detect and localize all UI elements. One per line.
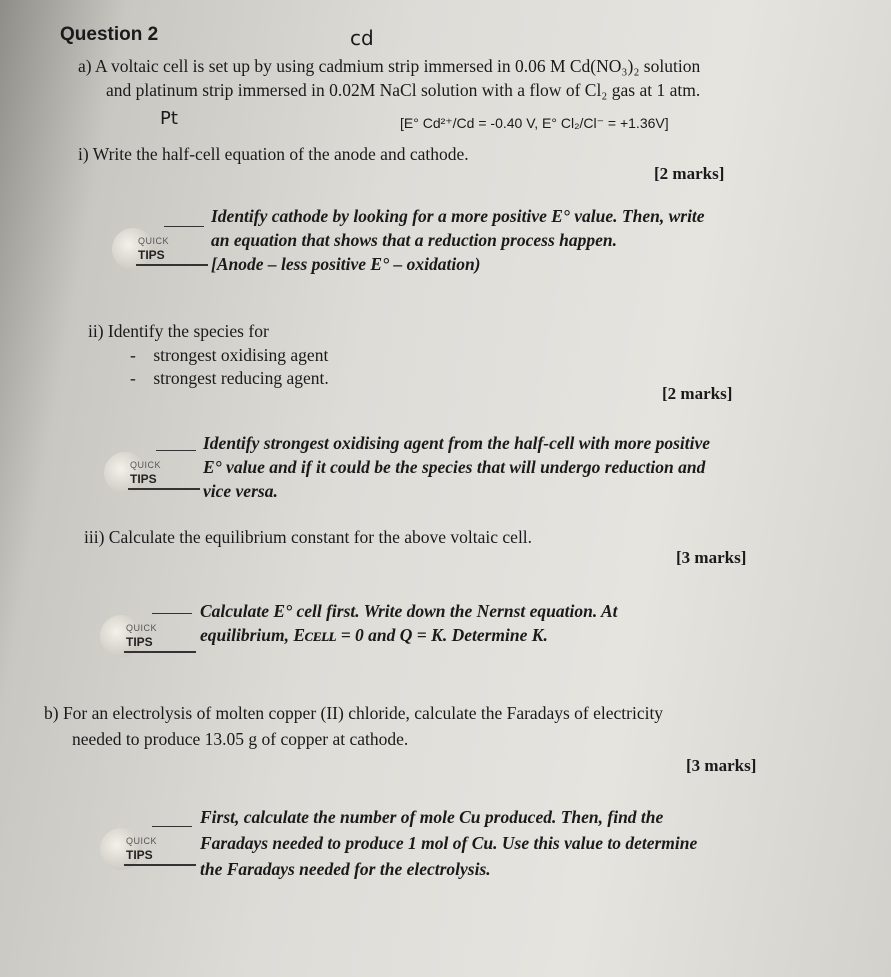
part-b-line1: b) For an electrolysis of molten copper (II) chloride, calculate the Faradays of electricity — [44, 703, 664, 723]
part-b-line2: needed to produce 13.05 g of copper at cathode. — [72, 729, 409, 749]
tip2-line3: vice versa. — [203, 481, 278, 501]
question-iii-text: iii) Calculate the equilibrium constant for the above voltaic cell. — [84, 527, 533, 547]
question-i-marks: [2 marks] — [654, 164, 725, 183]
quick-tips-badge-3: QUICK TIPS — [100, 613, 196, 667]
question-ii-item1: - strongest oxidising agent — [130, 345, 329, 365]
part-b-marks: [3 marks] — [686, 756, 757, 775]
tip3-line2: equilibrium, Eᴄᴇʟʟ = 0 and Q = K. Determine K. — [200, 625, 548, 645]
tip4-line3: the Faradays needed for the electrolysis. — [200, 859, 491, 879]
tip1-line1: Identify cathode by looking for a more positive E° value. Then, write — [211, 206, 705, 226]
question-title: Question 2 — [60, 24, 159, 45]
question-ii-marks: [2 marks] — [662, 384, 733, 403]
question-ii-item2: - strongest reducing agent. — [130, 368, 329, 388]
handwritten-pt: Pt — [160, 108, 178, 129]
tip2-line1: Identify strongest oxidising agent from the half-cell with more positive — [203, 433, 711, 453]
part-a-line1: a) A voltaic cell is set up by using cadmium strip immersed in 0.06 M Cd(NO₃)₂ solution — [78, 56, 701, 76]
question-ii-text: ii) Identify the species for — [88, 321, 269, 341]
quick-tips-badge-1: QUICK TIPS — [112, 226, 208, 280]
part-a-line2: and platinum strip immersed in 0.02M NaCl solution with a flow of Cl₂ gas at 1 atm. — [106, 80, 701, 100]
question-i-text: i) Write the half-cell equation of the anode and cathode. — [78, 144, 469, 164]
electrode-potentials: [E° Cd²⁺/Cd = -0.40 V, E° Cl₂/Cl⁻ = +1.36V] — [400, 115, 669, 131]
tip1-line3: [Anode – less positive E° – oxidation) — [211, 254, 481, 274]
quick-tips-badge-4: QUICK TIPS — [100, 826, 196, 880]
tip4-line1: First, calculate the number of mole Cu produced. Then, find the — [200, 807, 664, 827]
handwritten-cd: cd — [350, 26, 374, 50]
tip4-line2: Faradays needed to produce 1 mol of Cu. Use this value to determine — [200, 833, 698, 853]
tip2-line2: E° value and if it could be the species that will undergo reduction and — [203, 457, 706, 477]
question-iii-marks: [3 marks] — [676, 548, 747, 567]
tip3-line1: Calculate E° cell first. Write down the Nernst equation. At — [200, 601, 618, 621]
tip1-line2: an equation that shows that a reduction process happen. — [211, 230, 617, 250]
quick-tips-badge-2: QUICK TIPS — [104, 450, 200, 504]
